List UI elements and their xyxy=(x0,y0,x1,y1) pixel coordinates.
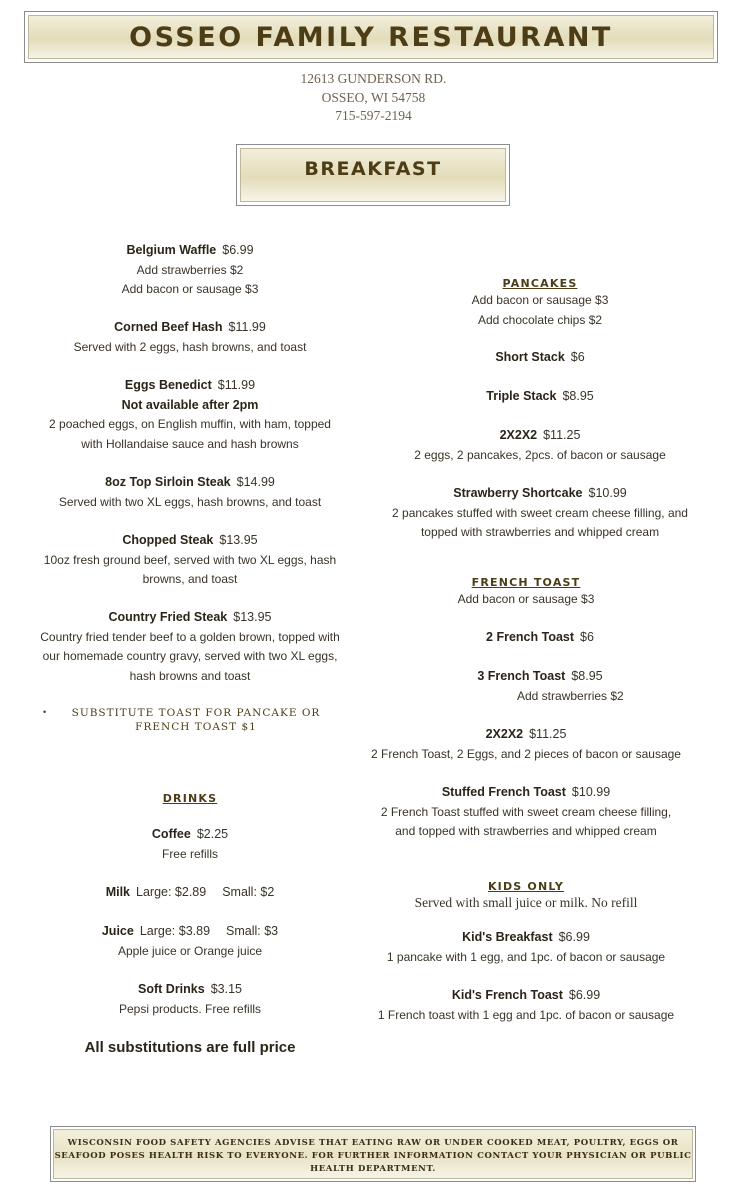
substitute-line: FRENCH TOAST $1 xyxy=(135,721,257,733)
food-safety-notice xyxy=(50,1126,696,1182)
menu-item-chopped-steak xyxy=(20,531,360,590)
item-description: 2 French Toast, 2 Eggs, and 2 pieces of bacon or sausage xyxy=(371,746,681,761)
item-description: 1 French toast with 1 egg and 1pc. of bacon or sausage xyxy=(377,1007,675,1022)
drink-coffee xyxy=(20,825,360,864)
menu-item-sirloin-steak xyxy=(20,473,360,512)
menu-item-stuffed-french-toast xyxy=(356,783,696,842)
item-description: Served with 2 eggs, hash browns, and toast xyxy=(73,339,307,354)
item-name: Coffee xyxy=(151,827,191,841)
item-name: Strawberry Shortcake xyxy=(453,486,583,500)
menu-item-2-french-toast xyxy=(370,628,710,648)
menu-item-kids-french-toast xyxy=(356,986,696,1025)
menu-item-kids-breakfast xyxy=(356,928,696,967)
item-description: browns, and toast xyxy=(142,572,238,586)
item-price: $6.99 xyxy=(558,930,590,944)
menu-item-3-french-toast xyxy=(370,667,710,706)
notice-line: HEALTH DEPARTMENT. xyxy=(310,1164,436,1174)
bullet-icon: • xyxy=(43,707,47,717)
notice-line: WISCONSIN FOOD SAFETY AGENCIES ADVISE THAT EATING RAW OR UNDER COOKED MEAT, POULTRY, EGGS OR xyxy=(67,1138,679,1148)
pancakes-notes xyxy=(370,291,710,330)
item-name: Triple Stack xyxy=(486,389,557,403)
title-banner xyxy=(24,11,718,63)
drinks-heading: DRINKS xyxy=(162,792,218,805)
drink-milk xyxy=(20,883,360,903)
small-price: Small: $3 xyxy=(226,924,279,938)
item-note: Pepsi products. Free refills xyxy=(118,1001,262,1016)
item-description: our homemade country gravy, served with two XL eggs, xyxy=(42,649,338,663)
item-price: $11.99 xyxy=(228,320,266,334)
food-safety-notice-inner xyxy=(53,1129,693,1179)
item-price: $11.25 xyxy=(543,428,581,442)
kids-heading: KIDS ONLY xyxy=(487,880,565,893)
menu-item-short-stack xyxy=(370,348,710,368)
substitute-line: SUBSTITUTE TOAST FOR PANCAKE OR xyxy=(71,707,321,719)
pancakes-note: Add chocolate chips $2 xyxy=(477,312,603,327)
item-price: $6 xyxy=(570,350,585,364)
substitute-note xyxy=(60,706,332,734)
item-price: $8.95 xyxy=(571,669,603,683)
substitutions-note: All substitutions are full price xyxy=(84,1039,296,1056)
section-title: BREAKFAST xyxy=(304,158,442,180)
menu-item-corned-beef-hash xyxy=(20,318,360,357)
notice-line: SEAFOOD POSES HEALTH RISK TO EVERYONE. FOR FURTHER INFORMATION CONTACT YOUR PHYSICIAN OR PUBLIC xyxy=(54,1151,692,1161)
item-note: Add strawberries $2 xyxy=(136,262,244,277)
item-name: 2X2X2 xyxy=(499,428,538,442)
item-name: Stuffed French Toast xyxy=(441,785,566,799)
drink-soft-drinks xyxy=(20,980,360,1019)
item-note: Apple juice or Orange juice xyxy=(117,943,263,958)
item-price: $2.25 xyxy=(196,827,229,841)
address-street: 12613 GUNDERSON RD. xyxy=(300,71,447,86)
item-note: Add strawberries $2 xyxy=(517,688,624,703)
item-description: with Hollandaise sauce and hash browns xyxy=(81,436,299,451)
item-name: Kid's French Toast xyxy=(451,988,563,1002)
title-banner-inner xyxy=(28,15,714,59)
item-name: Chopped Steak xyxy=(122,533,214,547)
menu-item-french-toast-2x2x2 xyxy=(356,725,696,764)
item-name: Corned Beef Hash xyxy=(114,320,223,334)
item-name: Country Fried Steak xyxy=(108,610,228,624)
kids-note: Served with small juice or milk. No refill xyxy=(414,895,638,910)
item-description: and topped with strawberries and whipped cream xyxy=(395,824,657,838)
item-price: $11.25 xyxy=(529,727,567,741)
phone-number: 715-597-2194 xyxy=(335,108,412,123)
item-description: 1 pancake with 1 egg, and 1pc. of bacon or sausage xyxy=(386,949,666,964)
address-city: OSSEO, WI 54758 xyxy=(321,89,426,105)
pancakes-note: Add bacon or sausage $3 xyxy=(471,293,609,307)
item-price: $10.99 xyxy=(571,785,611,799)
item-price: $6 xyxy=(580,630,594,644)
item-price: $8.95 xyxy=(562,389,594,403)
item-description: topped with strawberries and whipped cream xyxy=(420,525,660,539)
item-note: Add bacon or sausage $3 xyxy=(121,282,259,296)
item-name: Juice xyxy=(101,924,134,938)
item-name: 3 French Toast xyxy=(477,669,566,683)
item-name: Kid's Breakfast xyxy=(462,930,553,944)
breakfast-banner-inner xyxy=(240,148,506,202)
address-block xyxy=(0,70,747,126)
item-description: 2 French Toast stuffed with sweet cream cheese filling, xyxy=(380,804,672,819)
item-note: Free refills xyxy=(161,846,218,861)
item-description: hash browns and toast xyxy=(129,668,251,683)
item-price: $11.99 xyxy=(217,378,256,392)
item-name: Belgium Waffle xyxy=(126,243,217,257)
drink-juice xyxy=(20,922,360,961)
item-description: Served with two XL eggs, hash browns, and toast xyxy=(58,494,322,509)
item-price: $13.95 xyxy=(233,610,272,624)
menu-item-triple-stack xyxy=(370,387,710,407)
item-price: $6.99 xyxy=(568,988,601,1002)
item-name: 8oz Top Sirloin Steak xyxy=(105,475,231,489)
small-price: Small: $2 xyxy=(222,885,275,899)
item-price: $3.15 xyxy=(210,982,242,996)
pancakes-heading: PANCAKES xyxy=(502,277,578,290)
item-price: $10.99 xyxy=(588,486,627,500)
item-description: 2 poached eggs, on English muffin, with ham, topped xyxy=(49,417,331,431)
menu-item-strawberry-shortcake xyxy=(360,484,720,543)
item-name: Short Stack xyxy=(495,350,565,364)
menu-item-country-fried-steak xyxy=(20,608,360,686)
availability-warning: Not available after 2pm xyxy=(121,397,259,412)
item-description: 2 eggs, 2 pancakes, 2pcs. of bacon or sausage xyxy=(414,447,666,462)
item-name: 2 French Toast xyxy=(486,630,575,644)
item-name: Soft Drinks xyxy=(138,982,205,996)
item-description: Country fried tender beef to a golden brown, topped with xyxy=(40,629,340,644)
large-price: Large: $3.89 xyxy=(139,924,211,938)
item-price: $14.99 xyxy=(236,475,275,489)
menu-item-pancake-2x2x2 xyxy=(370,426,710,465)
french-toast-heading: FRENCH TOAST xyxy=(471,576,581,589)
item-description: 2 pancakes stuffed with sweet cream cheese filling, and xyxy=(392,505,688,520)
menu-item-eggs-benedict xyxy=(20,376,360,454)
item-name: Milk xyxy=(105,885,130,899)
breakfast-banner xyxy=(236,144,510,206)
menu-item-belgium-waffle xyxy=(20,241,360,300)
item-price: $6.99 xyxy=(222,243,254,257)
item-name: 2X2X2 xyxy=(485,727,524,741)
item-name: Eggs Benedict xyxy=(124,378,212,392)
large-price: Large: $2.89 xyxy=(136,885,207,899)
french-toast-note: Add bacon or sausage $3 xyxy=(457,592,595,606)
item-price: $13.95 xyxy=(219,533,258,547)
restaurant-title: OSSEO FAMILY RESTAURANT xyxy=(129,21,613,53)
item-description: 10oz fresh ground beef, served with two XL eggs, hash xyxy=(43,552,337,567)
